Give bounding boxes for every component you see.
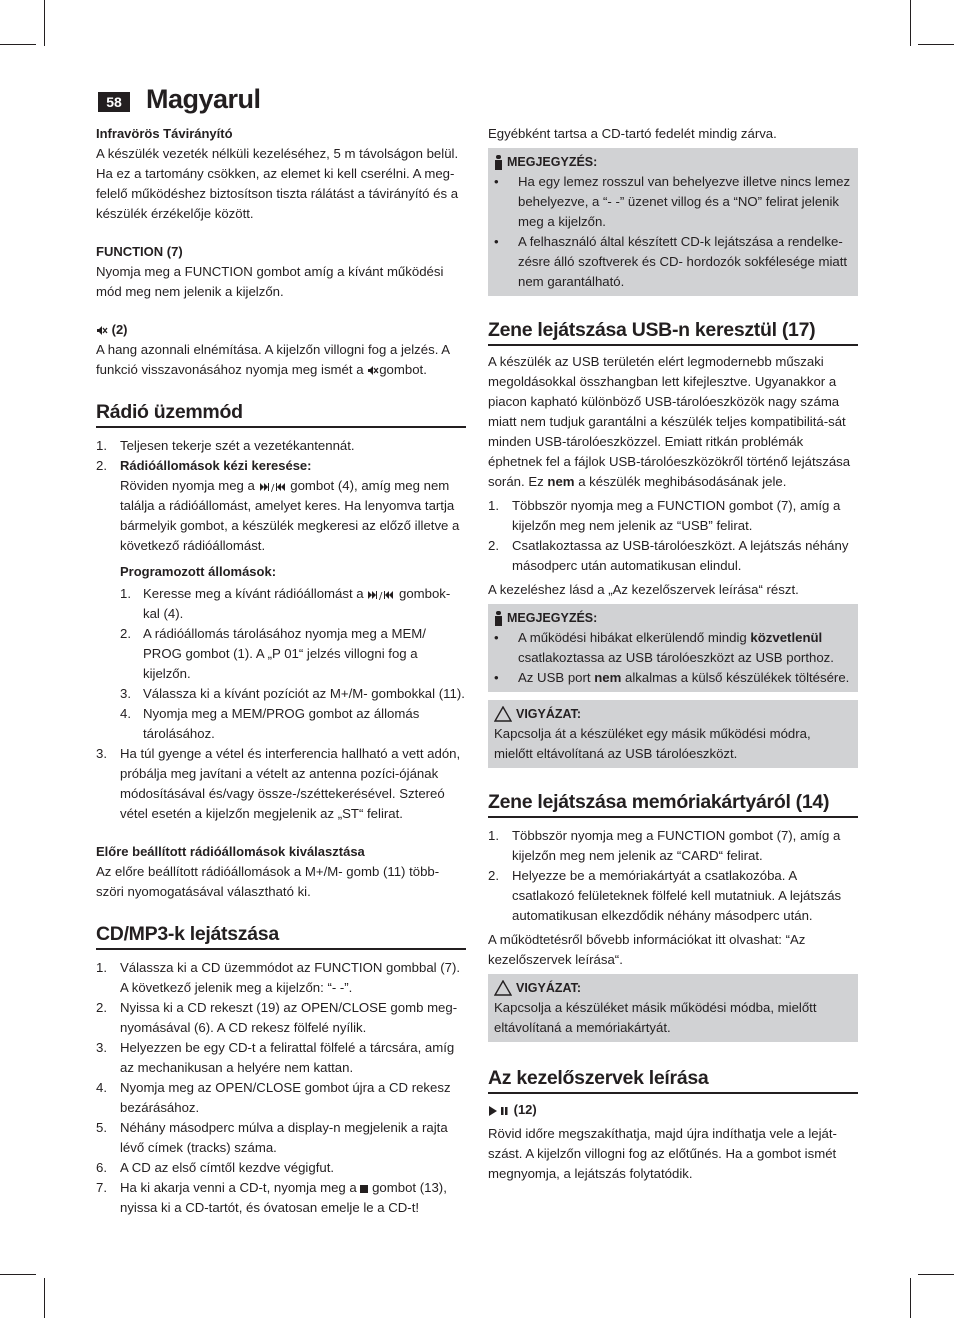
page-title: Magyarul (146, 84, 261, 114)
play-text: Rövid időre megszakíthatja, majd újra indíthatja vele a leját-szást. A kijelzőn villogni fog az előtűnés. Ha a gombot ismét megnyomja, a lejátszás folytatódik. (488, 1126, 837, 1181)
play-title-row (488, 1100, 858, 1120)
radio-item-1: Teljesen tekerje szét a vezetékantennát. (120, 438, 355, 453)
crop-mark (910, 0, 911, 46)
cd-item-text: Nyissa ki a CD rekeszt (19) az OPEN/CLOSE gomb meg-nyomásával (6). A CD rekesz fölfelé nyílik. (120, 1000, 458, 1035)
skip-icon (259, 482, 287, 492)
warning-header (494, 704, 852, 724)
warning-header (494, 978, 852, 998)
info-icon (494, 155, 503, 170)
controls-heading: Az kezelőszervek leírása (488, 1068, 858, 1094)
warning-text: Kapcsolja a készüléket másik működési módba, mielőtt eltávolítaná a memóriakártyát. (494, 1000, 817, 1035)
crop-mark (918, 1274, 954, 1275)
card-item-text: Többször nyomja meg a FUNCTION gombot (7), amíg a kijelzőn meg nem jelenik az “CARD“ felirat. (512, 828, 841, 863)
preset-title: Előre beállított rádióállomások kiválasztása (96, 844, 365, 859)
list-item: 3. Válassza ki a kívánt pozíciót az M+/M- gombokkal (11). (120, 686, 465, 701)
list-item: 2. Nyissa ki a CD rekeszt (19) az OPEN/CLOSE gomb meg-nyomásával (6). A CD rekesz fölfelé nyílik. (96, 1000, 458, 1035)
prog-item-3: Válassza ki a kívánt pozíciót az M+/M- gombokkal (11). (143, 686, 465, 701)
crop-mark (0, 44, 36, 45)
note-item-text: A felhasználó által készített CD-k lejátszása a rendelke-zésre álló szoftverek és CD- hordozók sokfélesége miatt nem garantálható. (518, 234, 848, 289)
ir-title: Infravörös Távirányító (96, 126, 233, 141)
radio-heading: Rádió üzemmód (96, 402, 466, 428)
usb-text (488, 352, 858, 492)
note-item-text: csatlakoztassa az USB tárolóeszközt az USB porthoz. (518, 650, 834, 665)
list-item: • A működési hibákat elkerülendő mindig közvetlenül csatlakoztassa az USB tárolóeszközt az USB porthoz. (494, 630, 834, 665)
usb-text-b: a készülék meghibásodásának jele. (578, 474, 787, 489)
function-text: Nyomja meg a FUNCTION gombot amíg a kívánt működési mód meg nem jelenik a kijelzőn. (96, 264, 444, 299)
preset-text: Az előre beállított rádióállomások a M+/M- gomb (11) több-szöri nyomogatásával választható ki. (96, 864, 440, 899)
note-item-bold: közvetlenül (750, 630, 823, 645)
note-item-bold: nem (594, 670, 622, 685)
function-title: FUNCTION (7) (96, 244, 183, 259)
page-number: 58 (98, 92, 130, 112)
warning-icon (494, 980, 512, 996)
mute-text-b: gombot. (379, 362, 427, 377)
crop-mark (910, 1278, 911, 1318)
list-item: 1. Válassza ki a CD üzemmódot az FUNCTION gombbal (7). A következő jelenik meg a kijelzőn: “- -”. (96, 960, 461, 995)
radio-item-2-title: Rádióállomások kézi keresése: (120, 458, 312, 473)
mute-title-row (96, 320, 466, 340)
skip-icon (367, 590, 395, 600)
crop-mark (0, 1274, 36, 1275)
warning-icon (494, 706, 512, 722)
prog-item-1b: gombok-kal (4). (143, 586, 451, 621)
cd-item-7b: gombot (13), nyissa ki a CD-tartót, és óvatosan emelje le a CD-t! (120, 1180, 447, 1215)
list-item: • A felhasználó által készített CD-k lejátszása a rendelke-zésre álló szoftverek és CD- hordozók sokfélesége miatt nem garantálható. (494, 234, 848, 289)
note-label: MEGJEGYZÉS: (507, 611, 598, 625)
crop-mark (44, 1278, 45, 1318)
note-box (488, 148, 858, 296)
mute-icon (367, 365, 379, 376)
mute-icon (96, 325, 108, 336)
svg-text:/: / (270, 482, 274, 492)
play-pause-icon (488, 1106, 510, 1116)
usb-text-a: A készülék az USB területén elért legmodernebb műszaki megoldásokkal összhangban lett kifejlesztve. Ugyanakkor a piacon kapható különböző USB-tárolóeszközök nagy száma miatt nem tudjuk garantálni a készülék teljes kompatibilitá-sát minden USB-tárolóeszközzel. Emiatt ritkán problémák éphetnek fel a fájlok USB-tárolóeszközökről történő lejátszása során. Ez (488, 354, 851, 489)
radio-list (96, 436, 466, 824)
intro-text: Egyébként tartsa a CD-tartó fedelét mindig zárva. (488, 126, 777, 141)
warning-box (488, 974, 858, 1042)
cd-item-text: Helyezzen be egy CD-t a felirattal fölfelé a tárcsára, amíg az mechanikusan a helyére nem kattan. (120, 1040, 455, 1075)
list-item: 3. Helyezzen be egy CD-t a felirattal fölfelé a tárcsára, amíg az mechanikusan a helyére nem kattan. (96, 1040, 455, 1075)
radio-item-3: Ha túl gyenge a vétel és interferencia hallható a vett adón, próbálja meg javítani a vételt az antenna pozíci-ójának módosításával és/vagy össze-/széttekerésével. Sztereó vétel esetén a kijelzőn megjelenik az „ST“ felirat. (120, 746, 461, 821)
radio-item-2-text-b: gombot (4), amíg meg nem találja a rádióállomást, amelyet keres. Ha lenyomva tartja bármelyik gombot, a készülék megkeresi az előző illetve a következő rádióállomást. (120, 478, 460, 553)
right-column (488, 124, 858, 1184)
prog-list (120, 584, 466, 744)
list-item: 4. Nyomja meg a MEM/PROG gombot az állomás tárolásához. (120, 706, 420, 741)
list-item: 6. A CD az első címtől kezdve végigfut. (96, 1160, 335, 1175)
list-item: 2. Csatlakoztassa az USB-tárolóeszközt. A lejátszás néhány másodperc után automatikusan elindul. (488, 538, 849, 573)
list-item: 2. Helyezze be a memóriakártyát a csatlakozóba. A csatlakozó felületeknek fölfelé kell mutatniuk. A lejátszás automatikusan elkezdődik néhány másodperc után. (488, 868, 842, 923)
cd-item-text: Válassza ki a CD üzemmódot az FUNCTION gombbal (7). A következő jelenik meg a kijelzőn: “- -”. (120, 960, 461, 995)
note-header (494, 608, 852, 628)
cd-item-text: Nyomja meg az OPEN/CLOSE gombot újra a CD rekesz bezárásához. (120, 1080, 451, 1115)
note-list (494, 172, 852, 292)
note-label: MEGJEGYZÉS: (507, 155, 598, 169)
mute-text (96, 340, 466, 380)
warning-text: Kapcsolja át a készüléket egy másik működési módra, mielőtt eltávolítaná az USB tárolóeszközt. (494, 726, 811, 761)
cd-item-7a: Ha ki akarja venni a CD-t, nyomja meg a (120, 1180, 357, 1195)
prog-title: Programozott állomások: (120, 564, 277, 579)
list-item: 4. Nyomja meg az OPEN/CLOSE gombot újra a CD rekesz bezárásához. (96, 1080, 451, 1115)
ir-text: A készülék vezeték nélküli kezeléséhez, 5 m távolságon belül. Ha ez a tartomány csökken, az elemet ki kell cserélni. A meg-felelő működéshez biztosítson tiszta rálátást a távirányító és a készülék érzékelője között. (96, 146, 459, 221)
usb-text-bold: nem (547, 474, 575, 489)
play-title: (12) (513, 1102, 537, 1117)
list-item: 5. Néhány másodperc múlva a display-n megjelenik a rajta lévő címek (tracks) száma. (96, 1120, 448, 1155)
card-heading: Zene lejátszása memóriakártyáról (14) (488, 792, 858, 818)
usb-heading: Zene lejátszása USB-n keresztül (17) (488, 320, 858, 346)
list-item: 1. Többször nyomja meg a FUNCTION gombot (7), amíg a kijelzőn meg nem jelenik az “CARD“ felirat. (488, 828, 841, 863)
card-item-text: Helyezze be a memóriakártyát a csatlakozóba. A csatlakozó felületeknek fölfelé kell mutatniuk. A lejátszás automatikusan elkezdődik néhány másodperc után. (512, 868, 842, 923)
mute-title: (2) (111, 322, 128, 337)
warning-label: VIGYÁZAT: (516, 707, 582, 721)
warning-box (488, 700, 858, 768)
list-item: 1. Teljesen tekerje szét a vezetékantennát. (96, 438, 355, 453)
list-item: 2. A rádióállomás tárolásához nyomja meg a MEM/ PROG gombot (1). A „P 01“ jelzés villogni fog a kijelzőn. (120, 626, 426, 681)
usb-item-text: Többször nyomja meg a FUNCTION gombot (7), amíg a kijelzőn meg nem jelenik az “USB” felirat. (512, 498, 841, 533)
list-item: 1. Keresse meg a kívánt rádióállomást a / gombok-kal (4). (120, 586, 451, 621)
usb-item-text: Csatlakoztassa az USB-tárolóeszközt. A lejátszás néhány másodperc után automatikusan elindul. (512, 538, 849, 573)
list-item: 7. Ha ki akarja venni a CD-t, nyomja meg a gombot (13), nyissa ki a CD-tartót, és óvatosan emelje le a CD-t! (96, 1180, 447, 1215)
usb-list (488, 496, 858, 576)
list-item: 2. Rádióállomások kézi keresése: Röviden nyomja meg a / gombot (4), amíg meg nem találja a rádióállomást, amelyet keres. Ha lenyomva tartja bármelyik gombot, a készülék megkeresi az előző illetve a következő rádióállomást. Programozott állomások: 1. Keresse meg a kívánt rádióállomást a / gombok-kal (4). 2. A rádióállomás tárolásához nyomja meg a MEM/ PROG gombot (1). A „P 01“ jelzés villogni fog a kijelzőn. 3. Válassza ki a kívánt pozíciót az M+/M- gombokkal (11). 4. Nyomja meg a MEM/PROG gombot az állomás tárolásához. (96, 456, 466, 744)
info-icon (494, 611, 503, 626)
note-header (494, 152, 852, 172)
radio-item-2-text-a: Röviden nyomja meg a (120, 478, 255, 493)
note-item-text: A működési hibákat elkerülendő mindig (518, 630, 747, 645)
prog-item-4: Nyomja meg a MEM/PROG gombot az állomás tárolásához. (143, 706, 420, 741)
prog-item-1a: Keresse meg a kívánt rádióállomást a (143, 586, 364, 601)
warning-label: VIGYÁZAT: (516, 981, 582, 995)
cd-item-text: Néhány másodperc múlva a display-n megjelenik a rajta lévő címek (tracks) száma. (120, 1120, 448, 1155)
left-column (96, 124, 466, 1218)
usb-ref: A kezeléshez lásd a „Az kezelőszervek leírása“ részt. (488, 582, 799, 597)
cd-heading: CD/MP3-k lejátszása (96, 924, 466, 950)
stop-icon (360, 1185, 368, 1193)
note-item-text: alkalmas a külső készülékek töltésére. (625, 670, 850, 685)
note-item-text: Ha egy lemez rosszul van behelyezve illetve nincs lemez behelyezve, a “- -” üzenet villog és a “NO” felirat jelenik meg a kijelzőn. (518, 174, 851, 229)
svg-text:/: / (379, 590, 383, 600)
list-item: 3. Ha túl gyenge a vétel és interferencia hallható a vett adón, próbálja meg javítani a vételt az antenna pozíci-ójának módosításával és/vagy össze-/széttekerésével. Sztereó vétel esetén a kijelzőn megjelenik az „ST“ felirat. (96, 746, 461, 821)
note-list (494, 628, 852, 688)
mute-text-a: A hang azonnali elnémítása. A kijelzőn villogni fog a jelzés. A funkció visszavonásához nyomja meg ismét a (96, 342, 450, 377)
crop-mark (44, 0, 45, 46)
crop-mark (918, 44, 954, 45)
cd-list (96, 958, 466, 1218)
card-list (488, 826, 858, 926)
note-box (488, 604, 858, 692)
list-item: 1. Többször nyomja meg a FUNCTION gombot (7), amíg a kijelzőn meg nem jelenik az “USB” felirat. (488, 498, 841, 533)
list-item: • Ha egy lemez rosszul van behelyezve illetve nincs lemez behelyezve, a “- -” üzenet villog és a “NO” felirat jelenik meg a kijelzőn. (494, 174, 851, 229)
list-item: • Az USB port nem alkalmas a külső készülékek töltésére. (494, 670, 850, 685)
prog-item-2: A rádióállomás tárolásához nyomja meg a MEM/ PROG gombot (1). A „P 01“ jelzés villogni fog a kijelzőn. (143, 626, 426, 681)
note-item-text: Az USB port (518, 670, 591, 685)
card-ref: A működtetésről bővebb információkat itt olvashat: “Az kezelőszervek leírása“. (488, 932, 806, 967)
cd-item-text: A CD az első címtől kezdve végigfut. (120, 1160, 335, 1175)
